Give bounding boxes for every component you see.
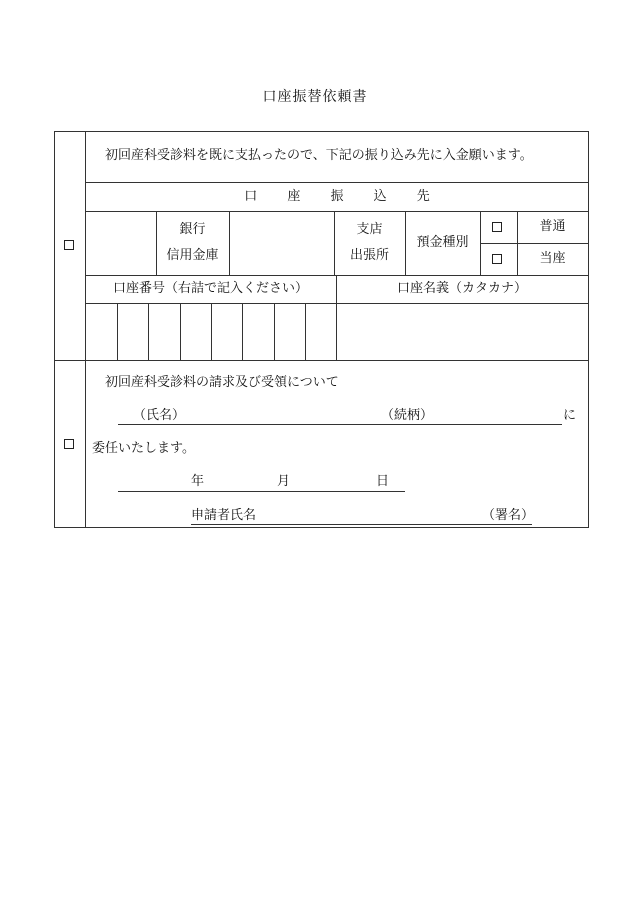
account-holder-field[interactable] <box>337 304 588 360</box>
section2-checkbox[interactable] <box>64 439 74 449</box>
branch-name-field[interactable] <box>230 212 334 275</box>
month-label: 月 <box>277 474 291 489</box>
delegate-underline <box>118 424 562 425</box>
deposit-type-label: 預金種別 <box>416 235 469 250</box>
bank-label: 銀行 <box>179 222 206 237</box>
signature-underline <box>191 524 532 525</box>
delegation-heading: 初回産科受診料の請求及び受領について <box>105 375 339 390</box>
document-title: 口座振替依頼書 <box>262 89 368 105</box>
date-underline <box>118 491 405 492</box>
section1-checkbox[interactable] <box>64 240 74 250</box>
ordinary-deposit-label: 普通 <box>539 219 566 234</box>
sub-branch-label: 出張所 <box>349 248 389 263</box>
account-number-label: 口座番号（右詰で記入ください） <box>112 281 308 296</box>
signature-label: （署名） <box>482 508 535 523</box>
credit-union-label: 信用金庫 <box>166 248 219 263</box>
delegate-name-field[interactable] <box>190 405 375 424</box>
account-holder-label: 口座名義（カタカナ） <box>396 281 527 296</box>
bank-name-field[interactable] <box>86 212 156 275</box>
name-label: （氏名） <box>133 408 186 423</box>
day-label: 日 <box>376 474 390 489</box>
date-field[interactable] <box>118 472 405 491</box>
ordinary-deposit-checkbox[interactable] <box>492 222 502 232</box>
branch-label: 支店 <box>356 222 383 237</box>
delegate-relation-field[interactable] <box>430 405 560 424</box>
year-label: 年 <box>191 474 205 489</box>
account-number-field[interactable] <box>86 304 336 360</box>
current-deposit-label: 当座 <box>539 251 566 266</box>
applicant-signature-field[interactable] <box>265 506 480 524</box>
current-deposit-checkbox[interactable] <box>492 254 502 264</box>
relation-label: （続柄） <box>381 408 434 423</box>
transfer-notice-text: 初回産科受診料を既に支払ったので、下記の振り込み先に入金願います。 <box>105 148 533 163</box>
delegate-text: 委任いたします。 <box>92 441 195 456</box>
particle-ni: に <box>563 408 577 423</box>
applicant-name-label: 申請者氏名 <box>191 508 257 523</box>
transfer-destination-header: 口 座 振 込 先 <box>244 189 443 204</box>
